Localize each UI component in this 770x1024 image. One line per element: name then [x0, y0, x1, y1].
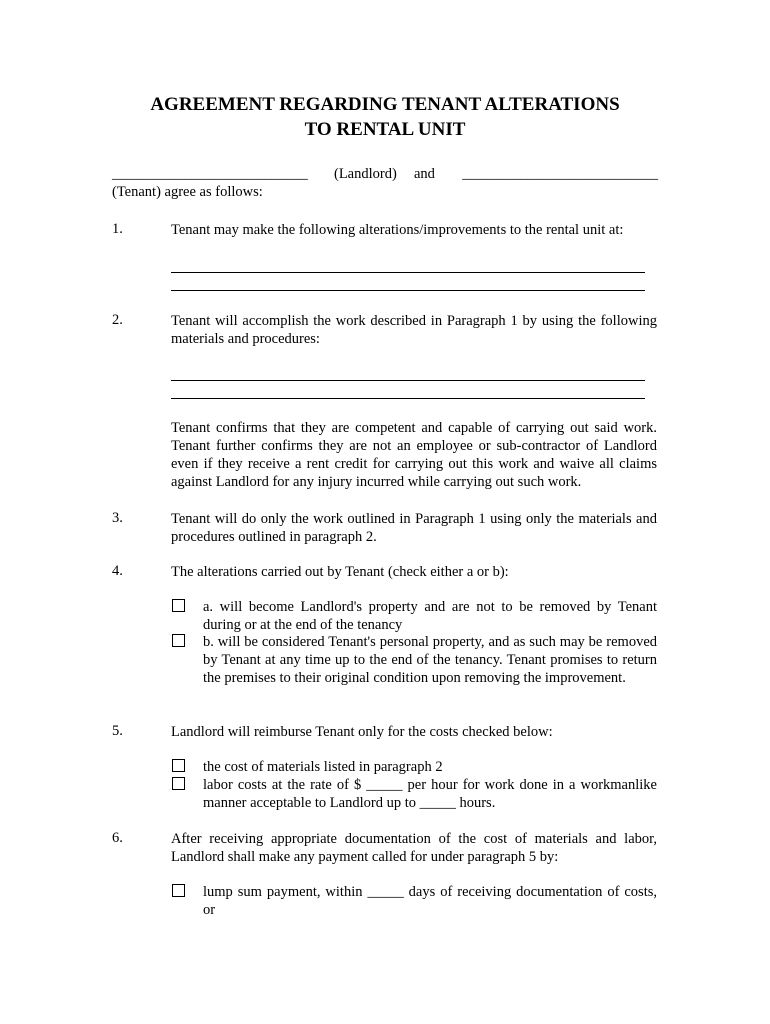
labor-cost-checkbox[interactable]: [172, 777, 185, 790]
item-number: 1.: [112, 221, 123, 237]
item-2-blank-line[interactable]: [171, 398, 645, 399]
labor-cost-text: labor costs at the rate of $ _____ per hour for work done in a workmanlike manner acceptable to Landlord up to _____ hours.: [203, 777, 657, 811]
and-label: and: [414, 166, 435, 182]
landlord-label: (Landlord): [334, 166, 397, 182]
item-number: 3.: [112, 510, 123, 526]
item-number: 4.: [112, 563, 123, 579]
item-number: 6.: [112, 830, 123, 846]
title-line-1: AGREEMENT REGARDING TENANT ALTERATIONS: [150, 94, 620, 115]
materials-cost-text: the cost of materials listed in paragraph 2: [203, 759, 443, 775]
item-number: 2.: [112, 312, 123, 328]
lump-sum-checkbox[interactable]: [172, 884, 185, 897]
confirm-paragraph: Tenant confirms that they are competent and capable of carrying out said work. Tenant further confirms they are not an employee or sub-contractor of Landlord even if they receive a rent credit for carrying out this work and waive all claims against Landlord for any injury incurred while carrying out such work.: [171, 420, 657, 490]
item-1-text: Tenant may make the following alterations/improvements to the rental unit at:: [171, 222, 624, 238]
landlord-name-blank[interactable]: ___________________________: [112, 166, 308, 182]
item-2-text: Tenant will accomplish the work described in Paragraph 1 by using the following materials and procedures:: [171, 313, 657, 347]
item-1-blank-line[interactable]: [171, 290, 645, 291]
item-2-blank-line[interactable]: [171, 380, 645, 381]
item-number: 5.: [112, 723, 123, 739]
lump-sum-text: lump sum payment, within _____ days of receiving documentation of costs, or: [203, 884, 657, 918]
item-3-text: Tenant will do only the work outlined in Paragraph 1 using only the materials and procedures outlined in paragraph 2.: [171, 511, 657, 545]
item-1-blank-line[interactable]: [171, 272, 645, 273]
title-line-2: TO RENTAL UNIT: [304, 119, 466, 140]
item-4-text: The alterations carried out by Tenant (check either a or b):: [171, 564, 509, 580]
tenant-name-blank[interactable]: ___________________________: [462, 166, 658, 182]
intro-line-2: (Tenant) agree as follows:: [112, 184, 263, 200]
document-title: [0, 92, 770, 142]
item-6-text: After receiving appropriate documentation of the cost of materials and labor, Landlord shall make any payment called for under paragraph 5 by:: [171, 831, 657, 865]
option-b-text: b. will be considered Tenant's personal property, and as such may be removed by Tenant at any time up to the end of the tenancy. Tenant promises to return the premises to their original condition upon removing the improvement.: [203, 634, 657, 686]
option-a-text: a. will become Landlord's property and are not to be removed by Tenant during or at the end of the tenancy: [203, 599, 657, 633]
option-a-checkbox[interactable]: [172, 599, 185, 612]
option-b-checkbox[interactable]: [172, 634, 185, 647]
materials-cost-checkbox[interactable]: [172, 759, 185, 772]
item-5-text: Landlord will reimburse Tenant only for the costs checked below:: [171, 724, 553, 740]
